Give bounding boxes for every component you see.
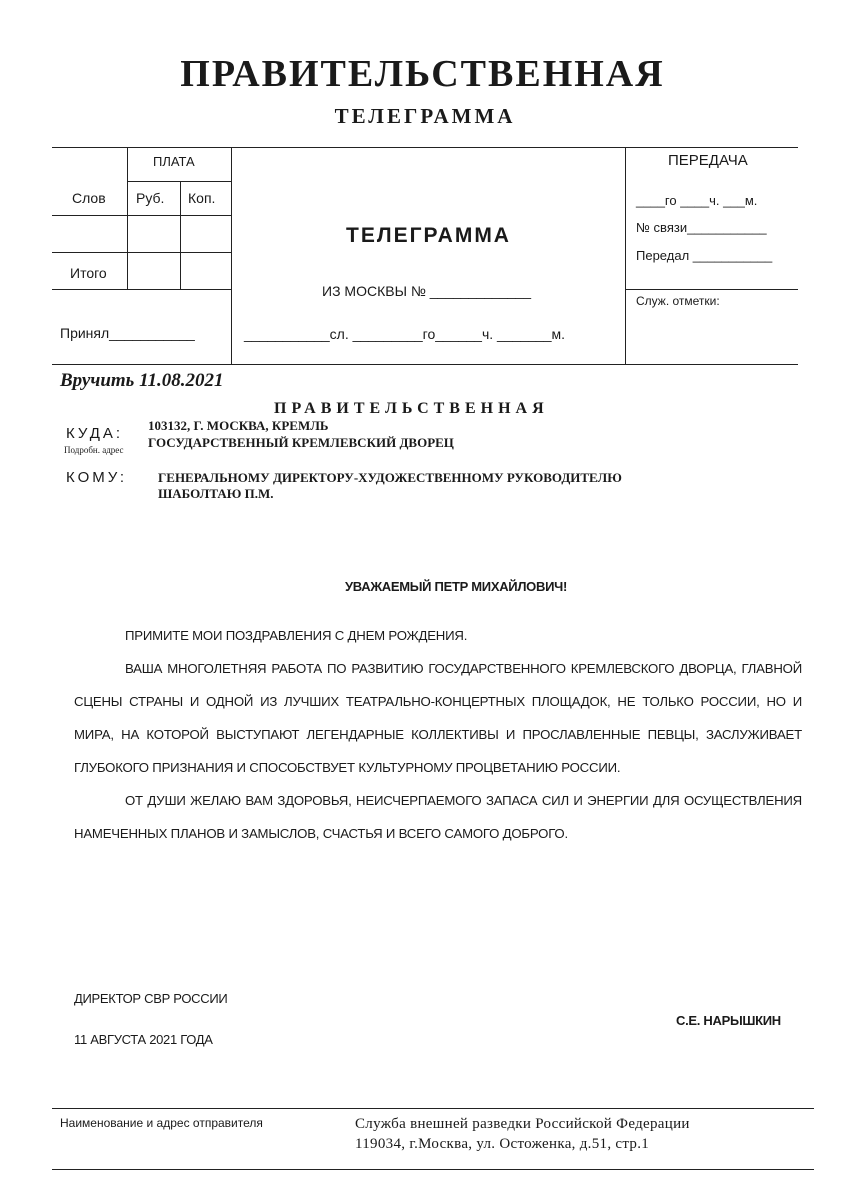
detail-address-label: Подробн. адрес [64, 445, 124, 455]
sender-label: Наименование и адрес отправителя [60, 1116, 263, 1130]
deliver-date: Вручить 11.08.2021 [60, 370, 224, 391]
where-line-2: ГОСУДАРСТВЕННЫЙ КРЕМЛЕВСКИЙ ДВОРЕЦ [148, 435, 454, 450]
form-bottom-border [52, 364, 798, 365]
payment-label: ПЛАТА [153, 154, 195, 169]
signature-date: 11 АВГУСТА 2021 ГОДА [74, 1032, 213, 1047]
paragraph: ВАША МНОГОЛЕТНЯЯ РАБОТА ПО РАЗВИТИЮ ГОСУДАРСТВЕННОГО КРЕМЛЕВСКОГО ДВОРЦА, ГЛАВНОЙ СЦЕНЫ СТРАНЫ И ОДНОЙ ИЗ ЛУЧШИХ ТЕАТРАЛЬНО-КОНЦЕРТНЫХ ПЛОЩАДОК, НЕ ТОЛЬКО РОССИИ, НО И МИРА, НА КОТОРОЙ ВЫСТУПАЮТ ЛЕГЕНДАРНЫЕ КОЛЛЕКТИВЫ И ПРОСЛАВЛЕННЫЕ ПЕВЦЫ, ЗАСЛУЖИВАЕТ ГЛУБОКОГО ПРИЗНАНИЯ И СПОСОБСТВУЕТ КУЛЬТУРНОМУ ПРОЦВЕТАНИЮ РОССИИ. [74, 661, 802, 775]
form-center-title: ТЕЛЕГРАММА [346, 224, 511, 247]
paragraph: ПРИМИТЕ МОИ ПОЗДРАВЛЕНИЯ С ДНЕМ РОЖДЕНИЯ. [125, 628, 468, 643]
sent-label: Передал ___________ [636, 248, 773, 263]
words-label: Слов [72, 190, 106, 206]
greeting: УВАЖАЕМЫЙ ПЕТР МИХАЙЛОВИЧ! [345, 579, 567, 594]
sender-top-border [52, 1108, 814, 1109]
whom-line-2: ШАБОЛТАЮ П.М. [158, 486, 274, 501]
received-label [60, 325, 195, 341]
sender-bottom-border [52, 1169, 814, 1170]
sender-line-1: Служба внешней разведки Российской Федерации [355, 1116, 690, 1132]
document-subtitle: ТЕЛЕГРАММА [334, 104, 516, 128]
form-divider [625, 147, 626, 364]
service-notes-label: Служ. отметки: [636, 294, 720, 308]
where-line-1: 103132, Г. МОСКВА, КРЕМЛЬ [148, 418, 329, 433]
kop-label: Коп. [188, 190, 216, 206]
form-divider [127, 147, 128, 289]
form-divider [180, 181, 181, 289]
telegram-category: ПРАВИТЕЛЬСТВЕННАЯ [274, 400, 549, 417]
transfer-time: ____го ____ч. ___м. [636, 193, 758, 208]
signer-position: ДИРЕКТОР СВР РОССИИ [74, 991, 228, 1006]
form-divider [625, 289, 798, 290]
rub-label: Руб. [136, 190, 165, 206]
form-divider [231, 147, 232, 364]
where-label: КУДА: [66, 425, 124, 442]
received-label-text: Принял [60, 325, 110, 341]
whom-label: КОМУ: [66, 469, 128, 486]
from-moscow-line: ИЗ МОСКВЫ № _____________ [322, 283, 531, 299]
transfer-label: ПЕРЕДАЧА [668, 152, 748, 169]
time-line: ___________сл. _________го______ч. _______м. [244, 326, 566, 342]
received-blank: ___________ [109, 325, 195, 341]
signer-name: С.Е. НАРЫШКИН [676, 1013, 781, 1028]
form-divider [52, 252, 231, 253]
document-title: ПРАВИТЕЛЬСТВЕННАЯ [180, 53, 665, 95]
message-body [74, 619, 802, 850]
paragraph: ОТ ДУШИ ЖЕЛАЮ ВАМ ЗДОРОВЬЯ, НЕИСЧЕРПАЕМОГО ЗАПАСА СИЛ И ЭНЕРГИИ ДЛЯ ОСУЩЕСТВЛЕНИЯ НАМЕЧЕННЫХ ПЛАНОВ И ЗАМЫСЛОВ, СЧАСТЬЯ И ВСЕГО САМОГО ДОБРОГО. [74, 793, 802, 841]
form-top-border [52, 147, 798, 148]
form-divider [52, 215, 231, 216]
form-divider [127, 181, 231, 182]
form-divider [52, 289, 231, 290]
total-label: Итого [70, 265, 107, 281]
whom-line-1: ГЕНЕРАЛЬНОМУ ДИРЕКТОРУ-ХУДОЖЕСТВЕННОМУ РУКОВОДИТЕЛЮ [158, 470, 622, 485]
link-label: № связи___________ [636, 220, 767, 235]
sender-line-2: 119034, г.Москва, ул. Остоженка, д.51, стр.1 [355, 1136, 650, 1152]
